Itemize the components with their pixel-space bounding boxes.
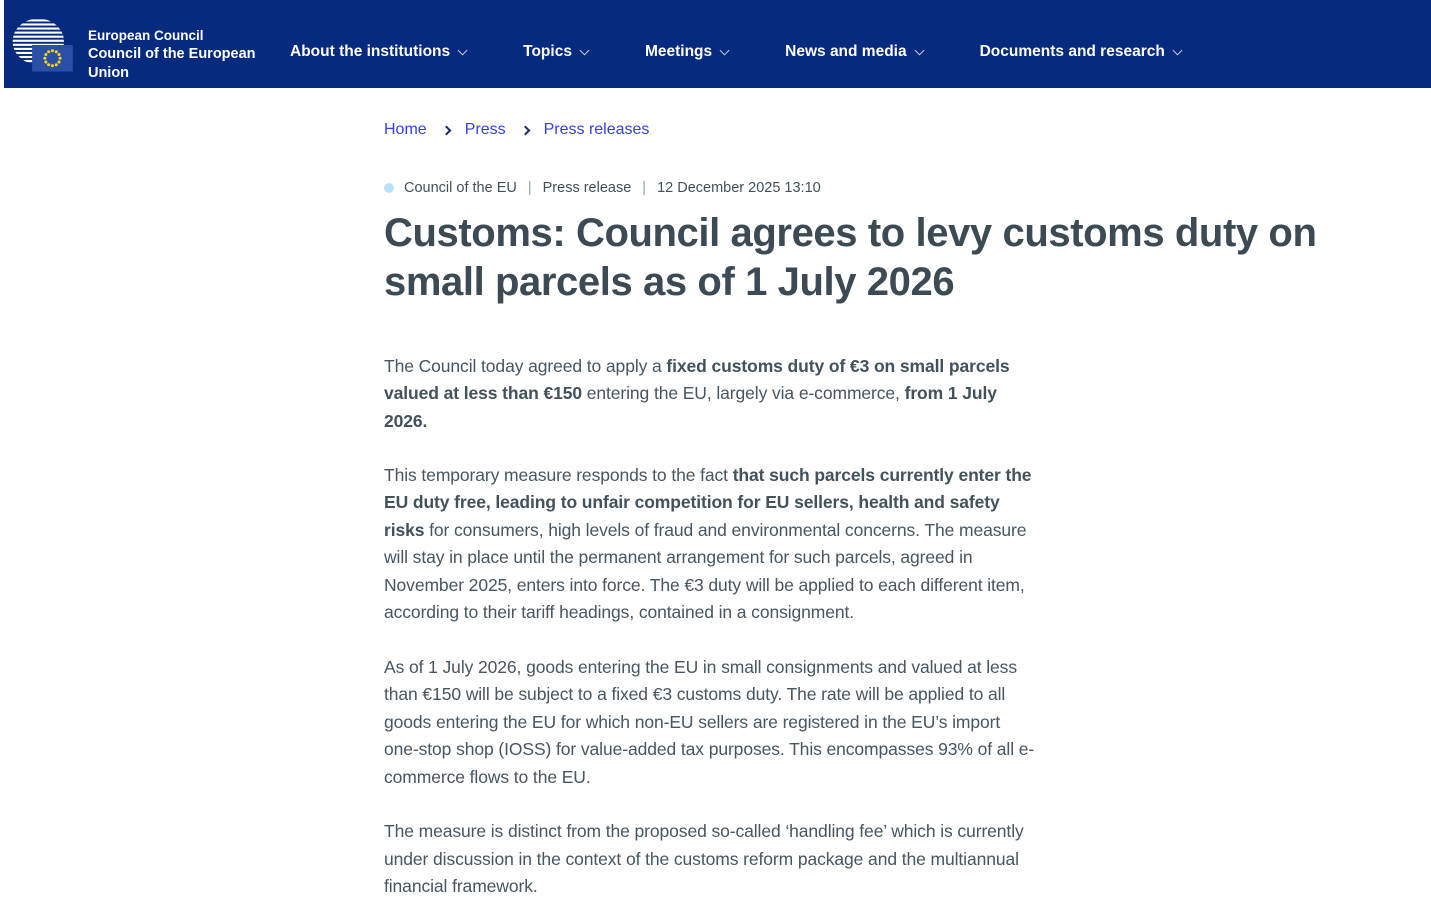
council-lantern-eu-flag-icon [10, 13, 79, 77]
chevron-down-icon [580, 45, 590, 55]
breadcrumb-link-home[interactable]: Home [384, 121, 427, 138]
nav-item-label: Meetings [644, 43, 713, 60]
council-logo-home-link[interactable] [10, 5, 276, 82]
article-paragraph: The measure is distinct from the proposed so-called ‘handling fee’ which is currently under discussion in the context of the customs reform package and the multiannual financial framework. [384, 821, 1024, 897]
main-content [0, 88, 1431, 901]
article-paragraph: As of 1 July 2026, goods entering the EU in small consignments and valued at less than €150 will be subject to a fixed €3 customs duty. The rate will be applied to all goods entering the EU for which non-EU sellers are registered in the EU’s import one-stop shop (IOSS) for value-added tax purposes. This encompasses 93% of all e-commerce flows to the EU. [384, 656, 1035, 787]
page-title: Customs: Council agrees to levy customs duty on small parcels as of 1 July 2026 [384, 211, 1317, 304]
article-paragraph: This temporary measure responds to the fact that such parcels currently enter the EU duty free, leading to unfair competition for EU sellers, health and safety risks for consumers, high levels of fraud and environmental concerns. The measure will stay in place until the permanent arrangement for such parcels, agreed in November 2025, enters into force. The €3 duty will be applied to each different item, according to their tariff headings, contained in a consignment. [384, 465, 1032, 623]
nav-item-documents-and-research[interactable] [980, 43, 1181, 61]
article-paragraph: The Council today agreed to apply a fixed customs duty of €3 on small parcels valued at less than €150 entering the EU, largely via e-commerce, from 1 July 2026. [384, 355, 1010, 431]
breadcrumb [384, 121, 1431, 139]
chevron-right-icon [441, 126, 451, 136]
meta-source: Council of the EU [404, 180, 517, 196]
article-body [384, 353, 1039, 901]
meta-separator: | [527, 180, 532, 196]
chevron-down-icon [914, 45, 924, 55]
top-navbar [0, 0, 1431, 88]
nav-item-news-and-media[interactable] [785, 43, 922, 61]
nav-item-label: News and media [785, 43, 907, 60]
logo-wordmark [88, 27, 276, 82]
chevron-down-icon [720, 45, 730, 55]
meta-type: Press release [542, 180, 632, 196]
logo-line-european-council: European Council [87, 28, 204, 44]
nav-item-label: About the institutions [290, 43, 451, 60]
meta-datetime: 12 December 2025 13:10 [657, 180, 821, 196]
nav-item-topics[interactable] [523, 43, 588, 61]
chevron-right-icon [520, 126, 530, 136]
nav-item-label: Topics [523, 43, 572, 60]
nav-item-about-the-institutions[interactable] [290, 43, 466, 61]
article-meta [384, 180, 1431, 196]
nav-item-label: Documents and research [979, 43, 1165, 60]
meta-separator: | [642, 180, 647, 196]
nav-item-meetings[interactable] [645, 43, 728, 61]
main-navigation [290, 43, 1181, 61]
breadcrumb-link-press-releases[interactable]: Press releases [543, 121, 650, 138]
chevron-down-icon [1172, 45, 1182, 55]
logo-line-council-of-eu: Council of the European Union [87, 45, 256, 81]
chevron-down-icon [458, 45, 468, 55]
source-dot-icon [384, 183, 394, 193]
breadcrumb-link-press[interactable]: Press [464, 121, 506, 138]
